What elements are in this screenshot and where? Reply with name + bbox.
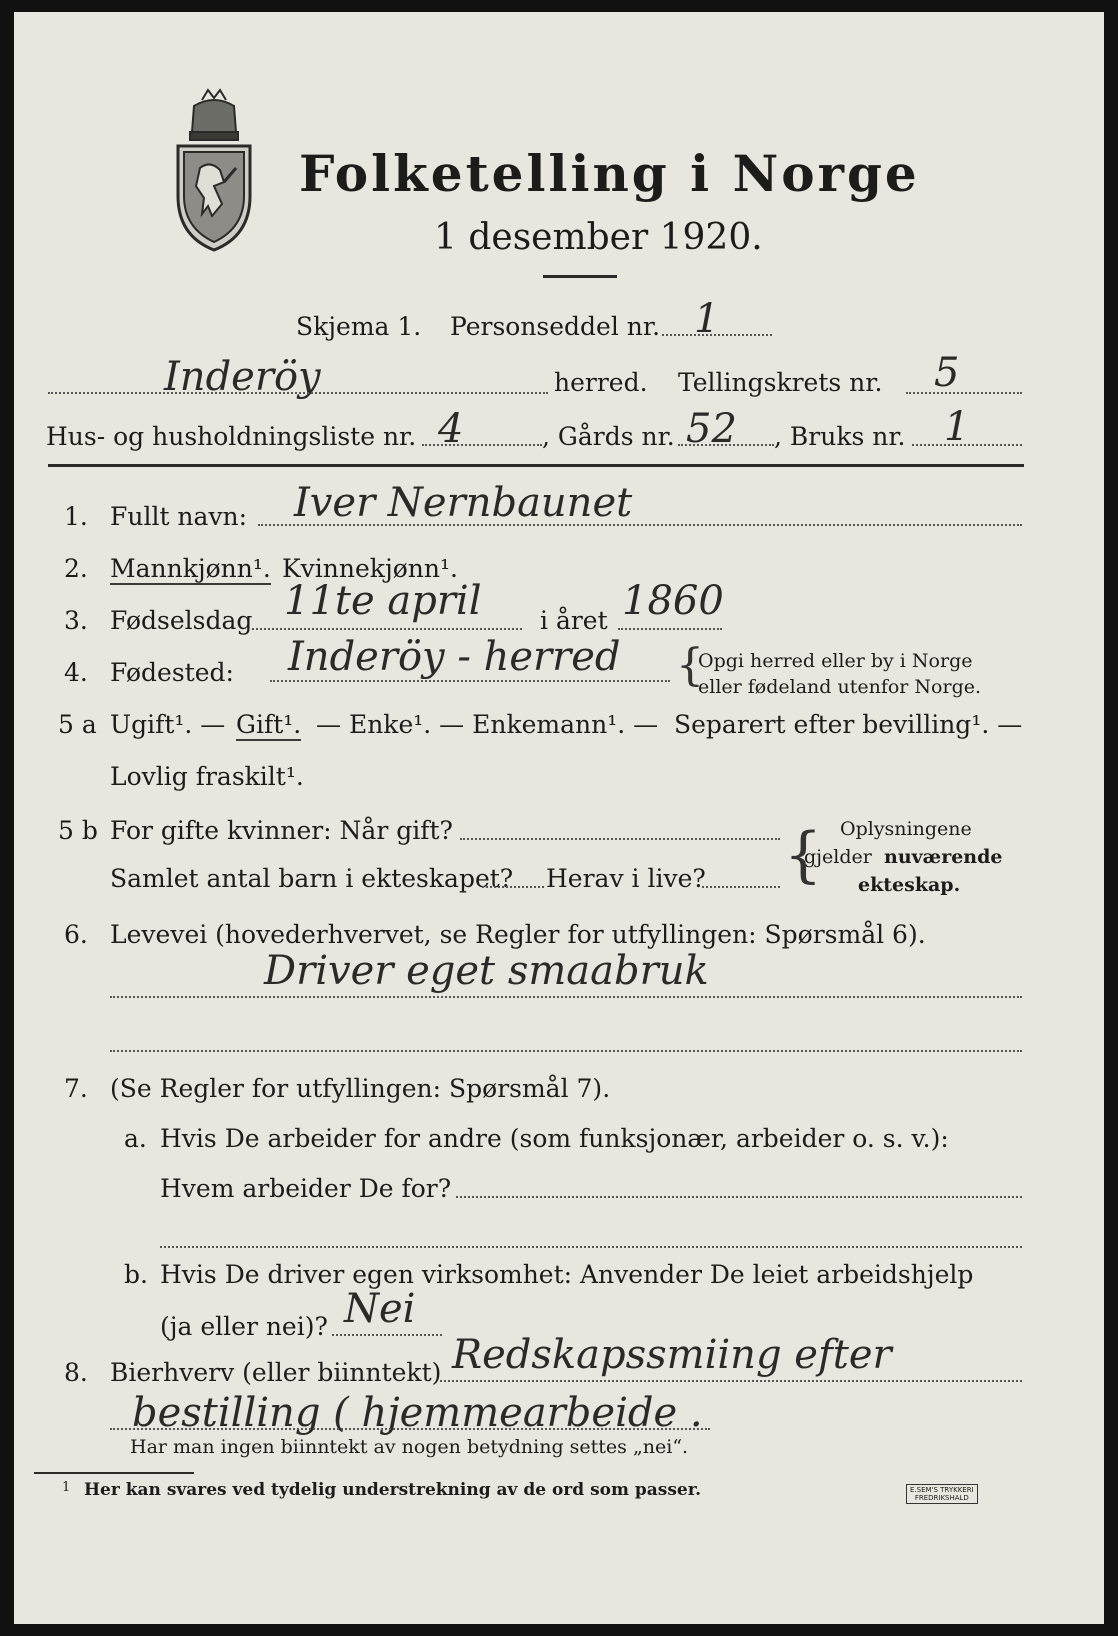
bruks-value: 1 bbox=[944, 404, 970, 450]
form-title: Folketelling i Norge bbox=[299, 144, 920, 203]
q2-mannkjonn: Mannkjønn¹. bbox=[110, 554, 271, 583]
q7b-value: Nei bbox=[344, 1286, 416, 1332]
q1-label: Fullt navn: bbox=[110, 502, 248, 531]
q5b-note-line1: Oplysningene bbox=[840, 818, 972, 840]
q7b-letter: b. bbox=[124, 1260, 148, 1289]
q7b-line bbox=[332, 1334, 442, 1336]
husliste-label: Hus- og husholdningsliste nr. bbox=[46, 422, 417, 451]
q7-label: (Se Regler for utfyllingen: Spørsmål 7). bbox=[110, 1074, 611, 1103]
q5b-nar-gift: For gifte kvinner: Når gift? bbox=[110, 816, 453, 845]
tellingskrets-value: 5 bbox=[934, 350, 960, 396]
q4-note-line1: Opgi herred eller by i Norge bbox=[698, 650, 973, 672]
q1-value: Iver Nernbaunet bbox=[294, 480, 633, 526]
q2-number: 2. bbox=[64, 554, 88, 583]
q4-value: Inderöy - herred bbox=[288, 634, 621, 680]
q5a-enke: — Enke¹. — Enkemann¹. — bbox=[316, 710, 659, 739]
gards-value: 52 bbox=[686, 406, 737, 452]
q8-note: Har man ingen biinntekt av nogen betydning settes „nei“. bbox=[130, 1436, 689, 1458]
q4-note-line2: eller fødeland utenfor Norge. bbox=[698, 676, 982, 698]
census-date: 1 desember 1920. bbox=[434, 217, 763, 258]
q7b-text: Hvis De driver egen virksomhet: Anvender De leiet arbeidshjelp bbox=[160, 1260, 974, 1289]
q5b-samlet-line bbox=[482, 886, 544, 888]
q3-year-line bbox=[618, 628, 722, 630]
printer-stamp-line1: E.SEM'S TRYKKERI bbox=[910, 1486, 974, 1494]
footnote-text: Her kan svares ved tydelig understrekning av de ord som passer. bbox=[84, 1480, 702, 1500]
q5a-ugift: Ugift¹. — bbox=[110, 710, 226, 739]
tellingskrets-line bbox=[906, 392, 1022, 394]
herred-label: herred. bbox=[554, 368, 648, 397]
q3-label: Fødselsdag bbox=[110, 606, 253, 635]
q7a-text: Hvis De arbeider for andre (som funksjonær, arbeider o. s. v.): bbox=[160, 1124, 949, 1153]
printer-stamp bbox=[906, 1484, 978, 1504]
q6-number: 6. bbox=[64, 920, 88, 949]
q8-value-line1: Redskapssmiing efter bbox=[452, 1332, 892, 1378]
q7a-line1 bbox=[456, 1196, 1022, 1198]
q4-label: Fødested: bbox=[110, 658, 234, 687]
q7a-sub: Hvem arbeider De for? bbox=[160, 1174, 452, 1203]
q7a-line2 bbox=[160, 1246, 1022, 1248]
footnote-rule bbox=[34, 1472, 194, 1474]
q1-number: 1. bbox=[64, 502, 88, 531]
herred-value: Inderöy bbox=[164, 354, 321, 400]
q5b-note-line2a: gjelder bbox=[804, 846, 872, 868]
q7b-sub: (ja eller nei)? bbox=[160, 1312, 328, 1341]
skjema-label: Skjema 1. bbox=[296, 312, 422, 341]
q5a-fraskilt: Lovlig fraskilt¹. bbox=[110, 762, 304, 791]
q5b-herav-line bbox=[702, 886, 780, 888]
q8-value-line2: bestilling ( hjemmearbeide . bbox=[132, 1390, 703, 1436]
q5b-note-line3: ekteskap. bbox=[858, 874, 961, 896]
q6-line1 bbox=[110, 996, 1022, 998]
personseddel-label: Personseddel nr. bbox=[450, 312, 661, 341]
q3-value: 11te april bbox=[284, 578, 482, 624]
norwegian-coat-of-arms-icon bbox=[164, 86, 264, 254]
q5b-nar-gift-line bbox=[460, 838, 780, 840]
q5a-number: 5 a bbox=[58, 710, 97, 739]
q3-year-label: i året bbox=[540, 606, 608, 635]
q5b-brace: { bbox=[784, 820, 823, 890]
q3-number: 3. bbox=[64, 606, 88, 635]
q5a-separert: Separert efter bevilling¹. — bbox=[674, 710, 1023, 739]
q8-label: Bierhverv (eller biinntekt) bbox=[110, 1358, 442, 1387]
gards-label: , Gårds nr. bbox=[542, 422, 675, 451]
q3-line bbox=[252, 628, 522, 630]
q6-value: Driver eget smaabruk bbox=[264, 948, 709, 994]
q4-brace: { bbox=[676, 640, 704, 691]
q5b-herav: Herav i live? bbox=[546, 864, 706, 893]
q5b-number: 5 b bbox=[58, 816, 98, 845]
q6-line2 bbox=[110, 1050, 1022, 1052]
q3-year-value: 1860 bbox=[622, 578, 724, 624]
herred-line bbox=[48, 392, 548, 394]
q2-kvinnekjonn: Kvinnekjønn¹. bbox=[282, 554, 458, 583]
tellingskrets-label: Tellingskrets nr. bbox=[678, 368, 883, 397]
q8-line2 bbox=[110, 1428, 710, 1430]
census-form-page bbox=[14, 12, 1104, 1624]
q5a-gift: Gift¹. bbox=[236, 710, 302, 739]
q5b-note-line2b: nuværende bbox=[884, 846, 1003, 868]
header-rule bbox=[48, 464, 1024, 467]
q8-line1 bbox=[440, 1380, 1022, 1382]
personseddel-value: 1 bbox=[694, 296, 720, 342]
title-divider bbox=[543, 275, 617, 278]
q8-number: 8. bbox=[64, 1358, 88, 1387]
q4-number: 4. bbox=[64, 658, 88, 687]
footnote-mark: 1 bbox=[62, 1480, 71, 1495]
q7a-letter: a. bbox=[124, 1124, 147, 1153]
bruks-label: , Bruks nr. bbox=[774, 422, 906, 451]
q4-line bbox=[270, 680, 670, 682]
q7-number: 7. bbox=[64, 1074, 88, 1103]
q6-label: Levevei (hovederhvervet, se Regler for utfyllingen: Spørsmål 6). bbox=[110, 920, 926, 949]
q5b-samlet: Samlet antal barn i ekteskapet? bbox=[110, 864, 514, 893]
printer-stamp-line2: FREDRIKSHALD bbox=[914, 1494, 969, 1502]
husliste-value: 4 bbox=[438, 406, 464, 452]
